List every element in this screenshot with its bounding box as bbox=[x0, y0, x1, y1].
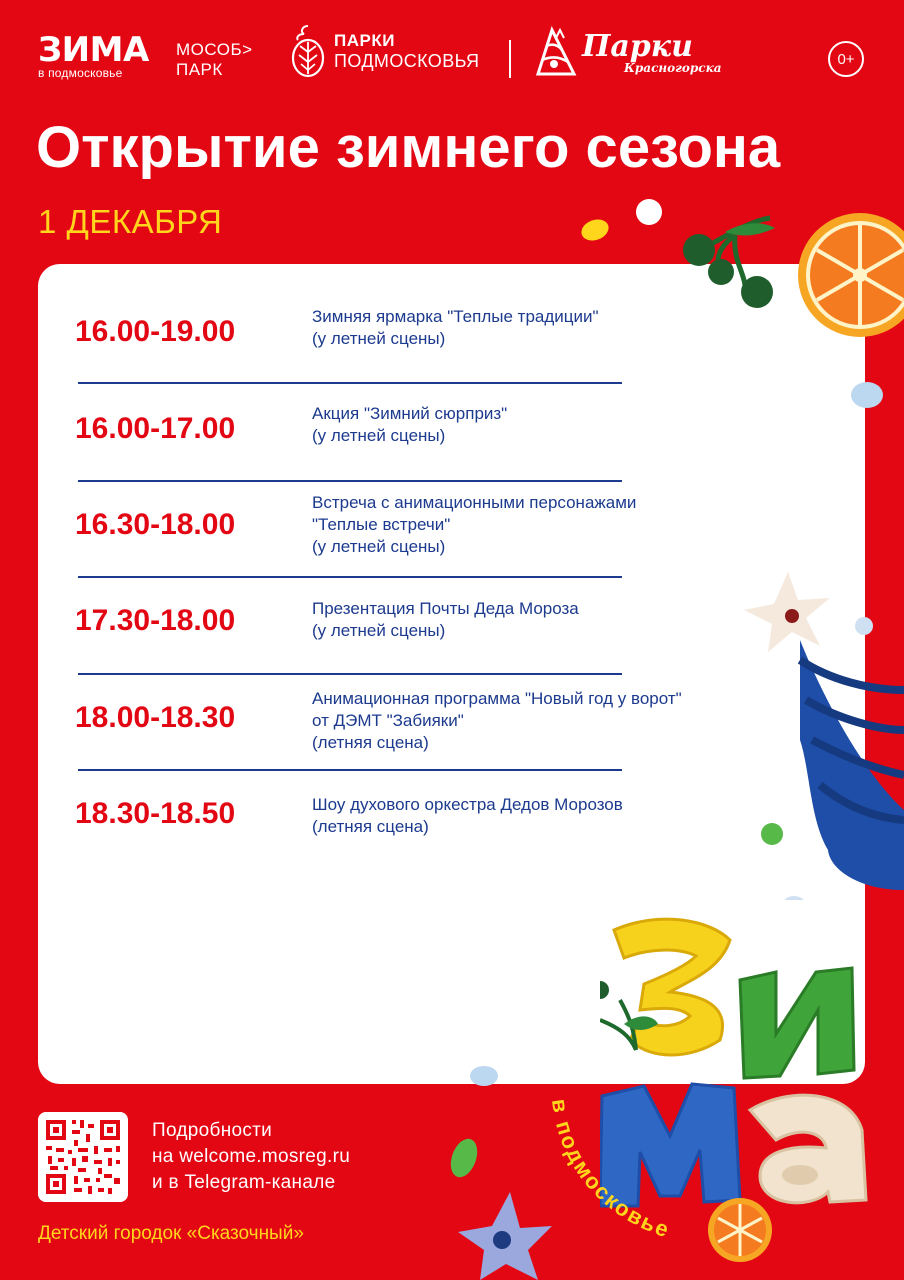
mosob-logo-line1: МОСОБ> bbox=[176, 40, 253, 59]
berries-icon bbox=[683, 218, 775, 308]
description-line: (у летней сцены) bbox=[312, 621, 446, 640]
event-date: 1 ДЕКАБРЯ bbox=[38, 203, 223, 240]
zima-logo-title: ЗИМА bbox=[38, 30, 149, 70]
description-line: (у летней сцены) bbox=[312, 537, 446, 556]
schedule-description bbox=[312, 688, 772, 754]
description-line: Встреча с анимационными персонажами bbox=[312, 493, 637, 512]
schedule-description bbox=[312, 492, 772, 558]
zima-subtitle-text: в подмосковье bbox=[546, 1097, 674, 1243]
description-line: (летняя сцена) bbox=[312, 817, 429, 836]
footer-info-line: и в Telegram-канале bbox=[152, 1172, 336, 1193]
blue-dot-icon bbox=[851, 382, 883, 408]
zima-subtitle-decor bbox=[540, 1090, 740, 1270]
description-line: Зимняя ярмарка "Теплые традиции" bbox=[312, 307, 599, 326]
schedule-time: 18.30-18.50 bbox=[75, 797, 236, 830]
svg-text:в подмосковье bbox=[547, 1097, 674, 1243]
footer-info-line: Подробности bbox=[152, 1120, 273, 1141]
star-cookie-icon bbox=[458, 1192, 552, 1280]
beige-letter-a-icon bbox=[750, 1095, 866, 1203]
description-line: Шоу духового оркестра Дедов Морозов bbox=[312, 795, 623, 814]
schedule-time: 16.00-19.00 bbox=[75, 315, 236, 348]
row-separator bbox=[78, 480, 622, 482]
tree-emblem-icon bbox=[532, 26, 580, 82]
qr-code[interactable] bbox=[38, 1112, 128, 1202]
description-line: (у летней сцены) bbox=[312, 426, 446, 445]
blue-dot-icon bbox=[855, 617, 873, 635]
green-dot-icon bbox=[761, 823, 783, 845]
zima-logo bbox=[38, 30, 149, 80]
page-title: Открытие зимнего сезона bbox=[36, 115, 781, 180]
yellow-letter-z-icon bbox=[614, 919, 730, 1055]
schedule-time: 16.00-17.00 bbox=[75, 412, 236, 445]
mosob-logo-line2: ПАРК bbox=[176, 60, 223, 79]
kras-logo-name: Парки bbox=[582, 29, 693, 64]
row-separator bbox=[78, 576, 622, 578]
white-dot-icon bbox=[636, 199, 662, 225]
description-line: от ДЭМТ "Забияки" bbox=[312, 711, 464, 730]
description-line: (летняя сцена) bbox=[312, 733, 429, 752]
blue-dot-icon bbox=[470, 1066, 498, 1086]
footer-place: Детский городок «Сказочный» bbox=[38, 1223, 304, 1244]
schedule-description bbox=[312, 794, 772, 838]
decor-bottom bbox=[440, 1060, 560, 1280]
description-line: "Теплые встречи" bbox=[312, 515, 451, 534]
schedule-time: 18.00-18.30 bbox=[75, 701, 236, 734]
description-line: Презентация Почты Деда Мороза bbox=[312, 599, 579, 618]
green-letter-i-icon bbox=[740, 968, 854, 1078]
green-leaf-icon bbox=[446, 1135, 482, 1181]
parki-logo-line2: ПОДМОСКОВЬЯ bbox=[334, 51, 480, 71]
schedule-description bbox=[312, 598, 772, 642]
orange-slice-icon bbox=[798, 213, 904, 337]
row-separator bbox=[78, 673, 622, 675]
description-line: Анимационная программа "Новый год у ворот" bbox=[312, 689, 682, 708]
schedule-time: 17.30-18.00 bbox=[75, 604, 236, 637]
logo-divider bbox=[509, 40, 511, 78]
star-cookie-icon bbox=[744, 572, 830, 652]
footer-info-line: на welcome.mosreg.ru bbox=[152, 1146, 351, 1167]
age-rating-badge: 0+ bbox=[828, 41, 864, 77]
footer-info bbox=[152, 1118, 350, 1196]
decor-top-right bbox=[575, 190, 904, 430]
parki-krasnogorska-logo bbox=[532, 26, 722, 82]
pinecone-emblem-icon bbox=[290, 24, 326, 78]
description-line: (у летней сцены) bbox=[312, 329, 446, 348]
yellow-dot-icon bbox=[578, 216, 611, 244]
kras-logo-sub: Красногорска bbox=[624, 61, 722, 75]
parki-logo-line1: ПАРКИ bbox=[334, 31, 395, 50]
row-separator bbox=[78, 769, 622, 771]
decor-star-tree bbox=[740, 570, 904, 900]
mosoblpark-logo bbox=[176, 40, 253, 80]
description-line: Акция "Зимний сюрприз" bbox=[312, 404, 508, 423]
schedule-time: 16.30-18.00 bbox=[75, 508, 236, 541]
blue-cone-tree-icon bbox=[800, 640, 904, 890]
parki-podmoskovya-logo bbox=[290, 24, 479, 78]
zima-logo-subtitle: в подмосковье bbox=[38, 66, 123, 80]
row-separator bbox=[78, 382, 622, 384]
